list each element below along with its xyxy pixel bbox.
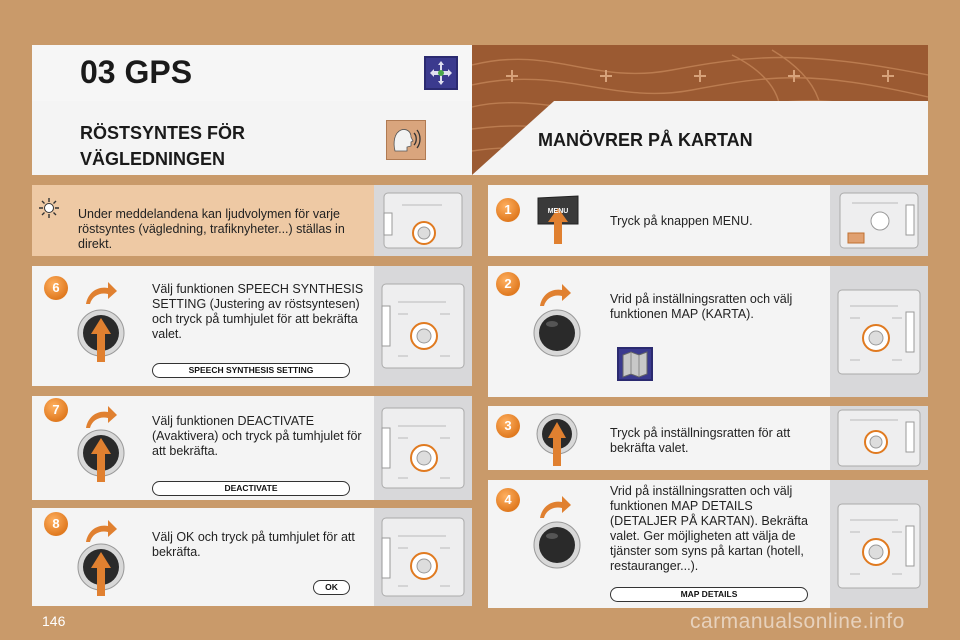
watermark: carmanualsonline.info bbox=[690, 610, 905, 633]
control-panel-illustration bbox=[374, 508, 472, 606]
step-7-text: Välj funktionen DEACTIVATE (Avaktivera) och tryck på tumhjulet för att bekräfta. bbox=[152, 414, 362, 458]
crossroads-icon bbox=[424, 56, 458, 90]
control-panel-illustration bbox=[830, 480, 928, 608]
step-number: 8 bbox=[44, 512, 68, 536]
step-number: 7 bbox=[44, 398, 68, 422]
control-panel-illustration bbox=[830, 406, 928, 470]
step-number: 3 bbox=[496, 414, 520, 438]
thumbwheel-knob-icon bbox=[76, 308, 126, 369]
control-panel-illustration bbox=[374, 266, 472, 386]
screen-label-speech-synthesis: SPEECH SYNTHESIS SETTING bbox=[152, 363, 350, 378]
thumbwheel-knob-icon bbox=[76, 542, 126, 603]
step-number: 6 bbox=[44, 276, 68, 300]
thumbwheel-knob-icon bbox=[532, 308, 582, 363]
page-number: 146 bbox=[42, 613, 66, 629]
page-title: 03 GPS bbox=[80, 54, 193, 90]
section-title-map: MANÖVRER PÅ KARTAN bbox=[538, 130, 753, 150]
step-1-text: Tryck på knappen MENU. bbox=[610, 214, 753, 228]
section-title-voice: RÖSTSYNTES FÖR VÄGLEDNINGEN bbox=[80, 123, 246, 169]
thumbwheel-knob-icon bbox=[532, 412, 582, 473]
screen-label-deactivate: DEACTIVATE bbox=[152, 481, 350, 496]
control-panel-illustration bbox=[374, 396, 472, 500]
step-3-text: Tryck på inställningsratten för att bekräfta valet. bbox=[610, 426, 791, 455]
step-8-text: Välj OK och tryck på tumhjulet för att bekräfta. bbox=[152, 530, 355, 559]
control-panel-illustration bbox=[830, 266, 928, 397]
thumbwheel-knob-icon bbox=[76, 428, 126, 489]
menu-key-icon bbox=[536, 194, 580, 251]
step-6-text: Välj funktionen SPEECH SYNTHESIS SETTING (Justering av röstsyntesen) och tryck på tumhjulet för att bekräfta valet. bbox=[152, 282, 364, 341]
step-4-text: Vrid på inställningsratten och välj funktionen MAP DETAILS (DETALJER PÅ KARTAN). Bekräfta valet. Ger möjligheten att välja de tjänster som syns på kartan (hotell, restauranger...). bbox=[610, 484, 808, 573]
sun-icon bbox=[38, 197, 60, 224]
control-panel-illustration bbox=[374, 185, 472, 256]
step-2-text: Vrid på inställningsratten och välj funktionen MAP (KARTA). bbox=[610, 292, 793, 321]
menu-key-label: MENU bbox=[547, 208, 569, 215]
control-panel-illustration bbox=[830, 185, 928, 256]
rotate-arrow-icon bbox=[84, 280, 118, 311]
map-icon bbox=[617, 347, 653, 381]
step-number: 1 bbox=[496, 198, 520, 222]
screen-label-ok: OK bbox=[313, 580, 350, 595]
step-number: 4 bbox=[496, 488, 520, 512]
tip-text: Under meddelandena kan ljudvolymen för varje röstsyntes (vägledning, trafiknyheter...) ställas in direkt. bbox=[78, 207, 345, 251]
thumbwheel-knob-icon bbox=[532, 520, 582, 575]
speaking-head-icon bbox=[386, 120, 426, 160]
screen-label-map-details: MAP DETAILS bbox=[610, 587, 808, 602]
step-number: 2 bbox=[496, 272, 520, 296]
